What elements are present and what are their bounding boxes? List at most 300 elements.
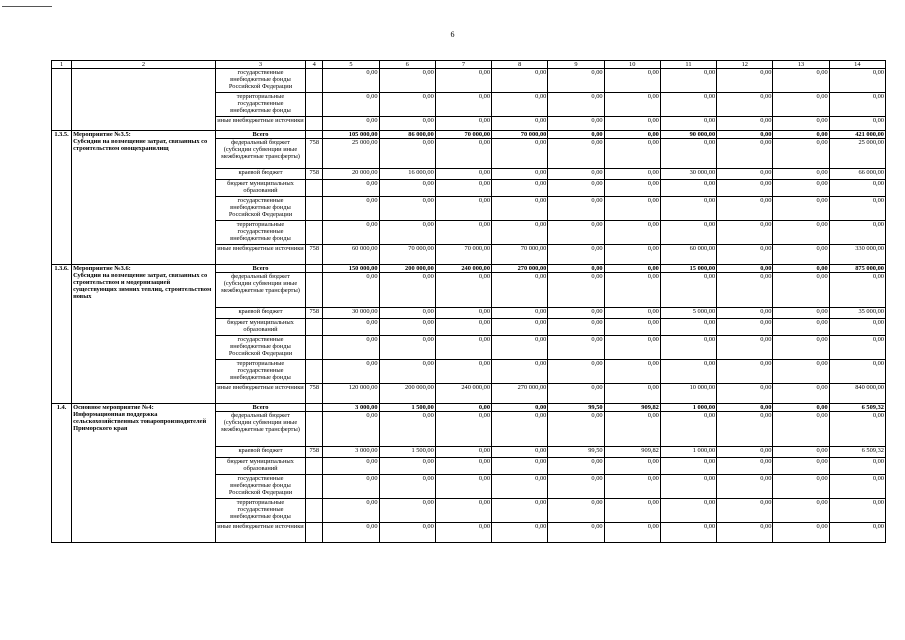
total-row xyxy=(52,265,886,273)
column-header: 9 xyxy=(548,61,604,69)
amount-cell: 0,00 xyxy=(435,412,491,447)
amount-cell: 30 000,00 xyxy=(323,308,379,319)
amount-cell: 0,00 xyxy=(717,265,773,273)
amount-cell: 0,00 xyxy=(492,139,548,169)
amount-cell: 0,00 xyxy=(773,523,829,543)
amount-cell: 70 000,00 xyxy=(435,245,491,265)
amount-cell: 0,00 xyxy=(323,93,379,117)
amount-cell: 120 000,00 xyxy=(323,384,379,404)
amount-cell: 0,00 xyxy=(379,458,435,475)
amount-cell: 0,00 xyxy=(492,197,548,221)
amount-cell: 0,00 xyxy=(717,319,773,336)
amount-cell: 0,00 xyxy=(323,319,379,336)
amount-cell: 0,00 xyxy=(379,523,435,543)
admin-code: 758 xyxy=(306,245,323,265)
amount-cell: 25 000,00 xyxy=(323,139,379,169)
amount-cell: 0,00 xyxy=(435,336,491,360)
amount-cell: 0,00 xyxy=(660,69,716,93)
funding-source: государственные внебюджетные фонды Российской Федерации xyxy=(215,336,305,360)
amount-cell: 0,00 xyxy=(604,360,660,384)
column-header: 7 xyxy=(435,61,491,69)
amount-cell: 0,00 xyxy=(435,404,491,412)
funding-source: бюджет муниципальных образований xyxy=(215,319,305,336)
amount-cell: 0,00 xyxy=(435,308,491,319)
amount-cell: 0,00 xyxy=(323,69,379,93)
amount-cell: 0,00 xyxy=(660,499,716,523)
amount-cell: 0,00 xyxy=(604,169,660,180)
amount-cell: 0,00 xyxy=(548,273,604,308)
amount-cell: 240 000,00 xyxy=(435,265,491,273)
admin-code xyxy=(306,475,323,499)
funding-source: федеральный бюджет (субсидии субвенции иные межбюджетные трансферты) xyxy=(215,139,305,169)
page-number: 6 xyxy=(450,30,455,39)
amount-cell: 0,00 xyxy=(773,180,829,197)
amount-cell: 0,00 xyxy=(492,169,548,180)
amount-cell: 0,00 xyxy=(604,245,660,265)
amount-cell: 0,00 xyxy=(829,197,885,221)
amount-cell: 0,00 xyxy=(773,404,829,412)
amount-cell: 0,00 xyxy=(660,475,716,499)
amount-cell: 0,00 xyxy=(492,499,548,523)
activity-description: Субсидии на возмещение затрат, связанных со строительством и модернизацией существующих зимних теплиц, строительством новых xyxy=(73,272,212,300)
amount-cell: 0,00 xyxy=(773,458,829,475)
amount-cell: 0,00 xyxy=(548,69,604,93)
amount-cell: 0,00 xyxy=(548,412,604,447)
amount-cell: 0,00 xyxy=(492,458,548,475)
amount-cell: 0,00 xyxy=(829,273,885,308)
column-header: 12 xyxy=(717,61,773,69)
funding-source: краевой бюджет xyxy=(215,169,305,180)
admin-code xyxy=(306,180,323,197)
amount-cell: 90 000,00 xyxy=(660,131,716,139)
amount-cell: 0,00 xyxy=(323,523,379,543)
column-header: 4 xyxy=(306,61,323,69)
amount-cell: 0,00 xyxy=(492,319,548,336)
amount-cell: 0,00 xyxy=(323,197,379,221)
amount-cell: 0,00 xyxy=(548,499,604,523)
amount-cell: 0,00 xyxy=(773,447,829,458)
amount-cell: 0,00 xyxy=(773,69,829,93)
amount-cell: 35 000,00 xyxy=(829,308,885,319)
amount-cell: 0,00 xyxy=(604,131,660,139)
amount-cell: 330 000,00 xyxy=(829,245,885,265)
corner-rule xyxy=(2,6,52,7)
amount-cell: 0,00 xyxy=(604,336,660,360)
amount-cell: 0,00 xyxy=(604,499,660,523)
amount-cell: 0,00 xyxy=(773,139,829,169)
amount-cell: 0,00 xyxy=(660,93,716,117)
amount-cell: 0,00 xyxy=(323,336,379,360)
amount-cell: 86 000,00 xyxy=(379,131,435,139)
amount-cell: 0,00 xyxy=(492,221,548,245)
amount-cell: 10 000,00 xyxy=(660,384,716,404)
column-header: 13 xyxy=(773,61,829,69)
amount-cell: 0,00 xyxy=(379,336,435,360)
amount-cell: 0,00 xyxy=(548,308,604,319)
funding-source: территориальные государственные внебюджетные фонды xyxy=(215,93,305,117)
amount-cell: 0,00 xyxy=(323,475,379,499)
amount-cell: 0,00 xyxy=(435,69,491,93)
amount-cell: 0,00 xyxy=(829,475,885,499)
amount-cell: 0,00 xyxy=(717,273,773,308)
admin-code xyxy=(306,131,323,139)
amount-cell: 0,00 xyxy=(379,139,435,169)
amount-cell: 0,00 xyxy=(323,360,379,384)
amount-cell: 0,00 xyxy=(604,458,660,475)
amount-cell: 0,00 xyxy=(773,221,829,245)
amount-cell: 0,00 xyxy=(548,131,604,139)
amount-cell: 0,00 xyxy=(379,308,435,319)
amount-cell: 1 500,00 xyxy=(379,404,435,412)
amount-cell: 0,00 xyxy=(379,117,435,131)
amount-cell: 0,00 xyxy=(829,221,885,245)
amount-cell: 0,00 xyxy=(492,69,548,93)
amount-cell: 0,00 xyxy=(492,336,548,360)
amount-cell: 0,00 xyxy=(379,273,435,308)
amount-cell: 0,00 xyxy=(773,475,829,499)
amount-cell: 0,00 xyxy=(492,447,548,458)
amount-cell: 0,00 xyxy=(548,197,604,221)
column-header: 10 xyxy=(604,61,660,69)
activity-title xyxy=(72,69,216,131)
amount-cell: 0,00 xyxy=(829,69,885,93)
funding-source: государственные внебюджетные фонды Российской Федерации xyxy=(215,69,305,93)
amount-cell: 70 000,00 xyxy=(435,131,491,139)
amount-cell: 0,00 xyxy=(660,336,716,360)
funding-source: территориальные государственные внебюджетные фонды xyxy=(215,221,305,245)
amount-cell: 0,00 xyxy=(829,412,885,447)
amount-cell: 0,00 xyxy=(323,458,379,475)
funding-source: федеральный бюджет (субсидии субвенции иные межбюджетные трансферты) xyxy=(215,412,305,447)
admin-code xyxy=(306,221,323,245)
amount-cell: 0,00 xyxy=(548,221,604,245)
amount-cell: 0,00 xyxy=(773,169,829,180)
amount-cell: 0,00 xyxy=(717,360,773,384)
column-header: 3 xyxy=(215,61,305,69)
amount-cell: 0,00 xyxy=(604,412,660,447)
amount-cell: 105 000,00 xyxy=(323,131,379,139)
amount-cell: 0,00 xyxy=(829,319,885,336)
admin-code xyxy=(306,360,323,384)
admin-code: 758 xyxy=(306,169,323,180)
amount-cell: 0,00 xyxy=(604,273,660,308)
admin-code xyxy=(306,69,323,93)
amount-cell: 0,00 xyxy=(717,384,773,404)
amount-cell: 0,00 xyxy=(773,308,829,319)
admin-code xyxy=(306,523,323,543)
amount-cell: 0,00 xyxy=(548,93,604,117)
amount-cell: 70 000,00 xyxy=(492,131,548,139)
amount-cell: 0,00 xyxy=(435,447,491,458)
amount-cell: 0,00 xyxy=(773,384,829,404)
amount-cell: 0,00 xyxy=(660,458,716,475)
amount-cell: 60 000,00 xyxy=(323,245,379,265)
column-header: 2 xyxy=(72,61,216,69)
amount-cell: 0,00 xyxy=(435,169,491,180)
amount-cell: 0,00 xyxy=(773,197,829,221)
amount-cell: 0,00 xyxy=(717,139,773,169)
amount-cell: 0,00 xyxy=(548,180,604,197)
amount-cell: 875 000,00 xyxy=(829,265,885,273)
amount-cell: 0,00 xyxy=(492,523,548,543)
amount-cell: 0,00 xyxy=(323,273,379,308)
admin-code xyxy=(306,319,323,336)
amount-cell: 0,00 xyxy=(548,265,604,273)
amount-cell: 0,00 xyxy=(435,139,491,169)
amount-cell: 0,00 xyxy=(548,523,604,543)
admin-code xyxy=(306,404,323,412)
amount-cell: 70 000,00 xyxy=(492,245,548,265)
amount-cell: 0,00 xyxy=(604,180,660,197)
amount-cell: 0,00 xyxy=(492,404,548,412)
funding-source: краевой бюджет xyxy=(215,308,305,319)
amount-cell: 0,00 xyxy=(435,458,491,475)
admin-code: 758 xyxy=(306,139,323,169)
amount-cell: 0,00 xyxy=(435,221,491,245)
amount-cell: 0,00 xyxy=(323,117,379,131)
amount-cell: 66 000,00 xyxy=(829,169,885,180)
amount-cell: 6 509,32 xyxy=(829,447,885,458)
amount-cell: 0,00 xyxy=(379,360,435,384)
amount-cell: 20 000,00 xyxy=(323,169,379,180)
column-number-row xyxy=(52,61,886,69)
admin-code xyxy=(306,412,323,447)
amount-cell: 0,00 xyxy=(717,93,773,117)
amount-cell: 0,00 xyxy=(379,499,435,523)
amount-cell: 1 500,00 xyxy=(379,447,435,458)
funding-source: иные внебюджетные источники xyxy=(215,384,305,404)
amount-cell: 0,00 xyxy=(773,360,829,384)
budget-table xyxy=(51,60,886,543)
amount-cell: 0,00 xyxy=(717,447,773,458)
amount-cell: 0,00 xyxy=(435,273,491,308)
amount-cell: 0,00 xyxy=(717,412,773,447)
amount-cell: 0,00 xyxy=(323,499,379,523)
column-header: 6 xyxy=(379,61,435,69)
amount-cell: 0,00 xyxy=(435,117,491,131)
amount-cell: 5 000,00 xyxy=(660,308,716,319)
amount-cell: 60 000,00 xyxy=(660,245,716,265)
amount-cell: 0,00 xyxy=(435,180,491,197)
funding-source: территориальные государственные внебюджетные фонды xyxy=(215,499,305,523)
amount-cell: 0,00 xyxy=(717,180,773,197)
amount-cell: 0,00 xyxy=(717,169,773,180)
amount-cell: 0,00 xyxy=(379,197,435,221)
funding-source: государственные внебюджетные фонды Российской Федерации xyxy=(215,197,305,221)
amount-cell: 0,00 xyxy=(435,499,491,523)
column-header: 8 xyxy=(492,61,548,69)
admin-code: 758 xyxy=(306,447,323,458)
amount-cell: 0,00 xyxy=(660,180,716,197)
amount-cell: 0,00 xyxy=(548,475,604,499)
funding-source: Всего xyxy=(215,265,305,273)
amount-cell: 0,00 xyxy=(435,475,491,499)
amount-cell: 0,00 xyxy=(604,197,660,221)
amount-cell: 0,00 xyxy=(717,308,773,319)
activity-description: Субсидии на возмещение затрат, связанных со строительством овощехранилищ xyxy=(73,138,208,152)
funding-source: иные внебюджетные источники xyxy=(215,523,305,543)
amount-cell: 0,00 xyxy=(717,131,773,139)
amount-cell: 0,00 xyxy=(379,319,435,336)
admin-code xyxy=(306,458,323,475)
amount-cell: 0,00 xyxy=(379,475,435,499)
amount-cell: 0,00 xyxy=(829,93,885,117)
amount-cell: 0,00 xyxy=(379,93,435,117)
funding-source: иные внебюджетные источники xyxy=(215,245,305,265)
amount-cell: 0,00 xyxy=(435,197,491,221)
amount-cell: 840 000,00 xyxy=(829,384,885,404)
activity-description: Информационная поддержка сельскохозяйственных товаропроизводителей Приморского края xyxy=(73,411,207,432)
amount-cell: 0,00 xyxy=(829,117,885,131)
amount-cell: 0,00 xyxy=(829,180,885,197)
amount-cell: 99,50 xyxy=(548,404,604,412)
amount-cell: 0,00 xyxy=(435,93,491,117)
amount-cell: 0,00 xyxy=(773,499,829,523)
amount-cell: 0,00 xyxy=(717,499,773,523)
amount-cell: 16 000,00 xyxy=(379,169,435,180)
amount-cell: 0,00 xyxy=(604,308,660,319)
funding-source: федеральный бюджет (субсидии субвенции иные межбюджетные трансферты) xyxy=(215,273,305,308)
amount-cell: 0,00 xyxy=(660,523,716,543)
total-row xyxy=(52,404,886,412)
amount-cell: 1 000,00 xyxy=(660,447,716,458)
amount-cell: 0,00 xyxy=(773,336,829,360)
amount-cell: 0,00 xyxy=(379,221,435,245)
admin-code xyxy=(306,273,323,308)
amount-cell: 0,00 xyxy=(773,131,829,139)
amount-cell: 0,00 xyxy=(604,117,660,131)
amount-cell: 0,00 xyxy=(717,458,773,475)
amount-cell: 0,00 xyxy=(773,412,829,447)
amount-cell: 0,00 xyxy=(323,180,379,197)
admin-code xyxy=(306,93,323,117)
column-header: 11 xyxy=(660,61,716,69)
amount-cell: 0,00 xyxy=(604,265,660,273)
amount-cell: 0,00 xyxy=(829,499,885,523)
amount-cell: 270 000,00 xyxy=(492,265,548,273)
amount-cell: 6 509,32 xyxy=(829,404,885,412)
amount-cell: 0,00 xyxy=(717,523,773,543)
admin-code xyxy=(306,499,323,523)
amount-cell: 0,00 xyxy=(492,117,548,131)
amount-cell: 99,50 xyxy=(548,447,604,458)
amount-cell: 0,00 xyxy=(604,523,660,543)
amount-cell: 0,00 xyxy=(773,117,829,131)
amount-cell: 0,00 xyxy=(660,273,716,308)
admin-code xyxy=(306,265,323,273)
amount-cell: 0,00 xyxy=(717,221,773,245)
amount-cell: 0,00 xyxy=(379,180,435,197)
amount-cell: 0,00 xyxy=(660,117,716,131)
funding-source: Всего xyxy=(215,131,305,139)
amount-cell: 30 000,00 xyxy=(660,169,716,180)
amount-cell: 200 000,00 xyxy=(379,384,435,404)
amount-cell: 0,00 xyxy=(829,458,885,475)
amount-cell: 1 000,00 xyxy=(660,404,716,412)
amount-cell: 0,00 xyxy=(492,308,548,319)
amount-cell: 25 000,00 xyxy=(829,139,885,169)
column-header: 14 xyxy=(829,61,885,69)
funding-source: территориальные государственные внебюджетные фонды xyxy=(215,360,305,384)
amount-cell: 0,00 xyxy=(548,245,604,265)
amount-cell: 0,00 xyxy=(829,336,885,360)
amount-cell: 0,00 xyxy=(717,404,773,412)
amount-cell: 200 000,00 xyxy=(379,265,435,273)
activity-number xyxy=(52,69,72,131)
funding-source: краевой бюджет xyxy=(215,447,305,458)
activity-number: 1.4. xyxy=(52,404,72,543)
amount-cell: 70 000,00 xyxy=(379,245,435,265)
amount-cell: 0,00 xyxy=(829,360,885,384)
column-header: 1 xyxy=(52,61,72,69)
amount-cell: 15 000,00 xyxy=(660,265,716,273)
activity-heading: Мероприятие №3.5: xyxy=(73,131,131,138)
activity-title xyxy=(72,265,216,404)
amount-cell: 0,00 xyxy=(660,412,716,447)
amount-cell: 0,00 xyxy=(773,245,829,265)
amount-cell: 0,00 xyxy=(492,475,548,499)
activity-heading: Основное мероприятие №4: xyxy=(73,404,154,411)
amount-cell: 0,00 xyxy=(492,360,548,384)
activity-title xyxy=(72,131,216,265)
amount-cell: 0,00 xyxy=(435,360,491,384)
amount-cell: 0,00 xyxy=(717,117,773,131)
funding-row xyxy=(52,69,886,93)
admin-code: 758 xyxy=(306,384,323,404)
amount-cell: 0,00 xyxy=(435,319,491,336)
amount-cell: 909,82 xyxy=(604,404,660,412)
amount-cell: 421 000,00 xyxy=(829,131,885,139)
amount-cell: 0,00 xyxy=(717,245,773,265)
amount-cell: 0,00 xyxy=(717,336,773,360)
funding-source: бюджет муниципальных образований xyxy=(215,458,305,475)
amount-cell: 150 000,00 xyxy=(323,265,379,273)
amount-cell: 0,00 xyxy=(717,475,773,499)
admin-code xyxy=(306,197,323,221)
amount-cell: 0,00 xyxy=(604,475,660,499)
amount-cell: 3 000,00 xyxy=(323,404,379,412)
amount-cell: 0,00 xyxy=(773,93,829,117)
amount-cell: 0,00 xyxy=(604,319,660,336)
amount-cell: 0,00 xyxy=(604,139,660,169)
amount-cell: 0,00 xyxy=(717,197,773,221)
amount-cell: 0,00 xyxy=(548,336,604,360)
amount-cell: 0,00 xyxy=(773,273,829,308)
funding-source: Всего xyxy=(215,404,305,412)
amount-cell: 3 000,00 xyxy=(323,447,379,458)
amount-cell: 0,00 xyxy=(717,69,773,93)
amount-cell: 0,00 xyxy=(548,139,604,169)
amount-cell: 0,00 xyxy=(660,139,716,169)
amount-cell: 0,00 xyxy=(548,360,604,384)
amount-cell: 0,00 xyxy=(604,384,660,404)
amount-cell: 0,00 xyxy=(323,412,379,447)
amount-cell: 909,82 xyxy=(604,447,660,458)
admin-code xyxy=(306,336,323,360)
funding-source: иные внебюджетные источники xyxy=(215,117,305,131)
amount-cell: 240 000,00 xyxy=(435,384,491,404)
amount-cell: 0,00 xyxy=(492,180,548,197)
activity-number: 1.3.6. xyxy=(52,265,72,404)
activity-heading: Мероприятие №3.6: xyxy=(73,265,131,272)
amount-cell: 0,00 xyxy=(548,384,604,404)
amount-cell: 0,00 xyxy=(829,523,885,543)
amount-cell: 0,00 xyxy=(604,69,660,93)
amount-cell: 0,00 xyxy=(492,273,548,308)
admin-code: 758 xyxy=(306,308,323,319)
amount-cell: 0,00 xyxy=(435,523,491,543)
amount-cell: 0,00 xyxy=(548,117,604,131)
